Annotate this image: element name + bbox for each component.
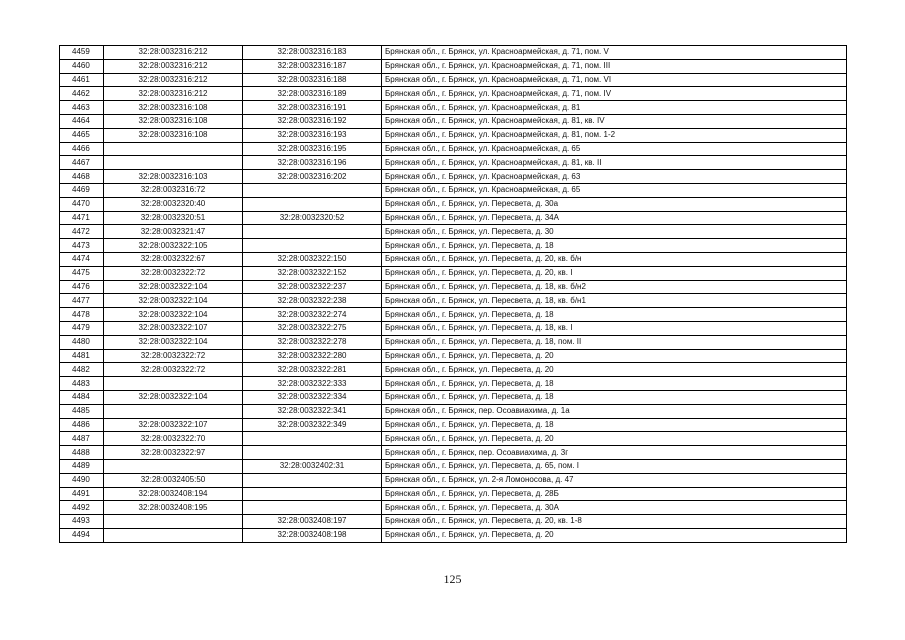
object-cadastral-number-cell: 32:28:0032322:349 [243, 418, 382, 432]
address-cell: Брянская обл., г. Брянск, ул. Пересвета, д. 18, кв. б/н2 [382, 280, 847, 294]
row-number-cell: 4490 [60, 473, 104, 487]
parcel-cadastral-number-cell: 32:28:0032322:104 [104, 280, 243, 294]
row-number-cell: 4460 [60, 59, 104, 73]
address-cell: Брянская обл., г. Брянск, ул. Пересвета, д. 18 [382, 239, 847, 253]
object-cadastral-number-cell: 32:28:0032316:188 [243, 73, 382, 87]
address-cell: Брянская обл., г. Брянск, ул. Красноармейская, д. 63 [382, 170, 847, 184]
parcel-cadastral-number-cell: 32:28:0032322:104 [104, 308, 243, 322]
parcel-cadastral-number-cell: 32:28:0032322:104 [104, 335, 243, 349]
table-row [60, 377, 847, 391]
object-cadastral-number-cell: 32:28:0032316:195 [243, 142, 382, 156]
address-cell: Брянская обл., г. Брянск, ул. Пересвета, д. 30 [382, 225, 847, 239]
parcel-cadastral-number-cell: 32:28:0032316:108 [104, 114, 243, 128]
row-number-cell: 4474 [60, 252, 104, 266]
object-cadastral-number-cell [243, 501, 382, 515]
row-number-cell: 4468 [60, 170, 104, 184]
row-number-cell: 4489 [60, 459, 104, 473]
object-cadastral-number-cell: 32:28:0032322:280 [243, 349, 382, 363]
table-row [60, 446, 847, 460]
table-row [60, 335, 847, 349]
object-cadastral-number-cell: 32:28:0032316:183 [243, 46, 382, 60]
object-cadastral-number-cell: 32:28:0032408:197 [243, 515, 382, 529]
row-number-cell: 4476 [60, 280, 104, 294]
table-row [60, 528, 847, 542]
table-row [60, 349, 847, 363]
parcel-cadastral-number-cell: 32:28:0032316:212 [104, 87, 243, 101]
parcel-cadastral-number-cell: 32:28:0032316:103 [104, 170, 243, 184]
object-cadastral-number-cell: 32:28:0032316:191 [243, 101, 382, 115]
table-row [60, 515, 847, 529]
object-cadastral-number-cell: 32:28:0032322:341 [243, 404, 382, 418]
table-row [60, 59, 847, 73]
object-cadastral-number-cell: 32:28:0032316:187 [243, 59, 382, 73]
row-number-cell: 4484 [60, 390, 104, 404]
address-cell: Брянская обл., г. Брянск, пер. Осоавиахима, д. 3г [382, 446, 847, 460]
parcel-cadastral-number-cell [104, 515, 243, 529]
object-cadastral-number-cell: 32:28:0032408:198 [243, 528, 382, 542]
object-cadastral-number-cell: 32:28:0032322:237 [243, 280, 382, 294]
row-number-cell: 4482 [60, 363, 104, 377]
address-cell: Брянская обл., г. Брянск, ул. Красноармейская, д. 81, кв. II [382, 156, 847, 170]
address-cell: Брянская обл., г. Брянск, ул. Пересвета, д. 18, кв. I [382, 321, 847, 335]
parcel-cadastral-number-cell: 32:28:0032322:70 [104, 432, 243, 446]
parcel-cadastral-number-cell: 32:28:0032322:72 [104, 266, 243, 280]
row-number-cell: 4466 [60, 142, 104, 156]
row-number-cell: 4472 [60, 225, 104, 239]
object-cadastral-number-cell: 32:28:0032322:274 [243, 308, 382, 322]
table-row [60, 404, 847, 418]
parcel-cadastral-number-cell: 32:28:0032322:105 [104, 239, 243, 253]
object-cadastral-number-cell: 32:28:0032316:196 [243, 156, 382, 170]
parcel-cadastral-number-cell: 32:28:0032316:108 [104, 101, 243, 115]
table-row [60, 183, 847, 197]
row-number-cell: 4485 [60, 404, 104, 418]
object-cadastral-number-cell: 32:28:0032322:334 [243, 390, 382, 404]
row-number-cell: 4480 [60, 335, 104, 349]
table-row [60, 308, 847, 322]
row-number-cell: 4461 [60, 73, 104, 87]
table-row [60, 390, 847, 404]
address-cell: Брянская обл., г. Брянск, ул. Пересвета, д. 20 [382, 528, 847, 542]
object-cadastral-number-cell: 32:28:0032402:31 [243, 459, 382, 473]
address-cell: Брянская обл., г. Брянск, ул. Красноармейская, д. 65 [382, 183, 847, 197]
row-number-cell: 4477 [60, 294, 104, 308]
table-row [60, 128, 847, 142]
address-cell: Брянская обл., г. Брянск, ул. Пересвета, д. 65, пом. I [382, 459, 847, 473]
object-cadastral-number-cell: 32:28:0032320:52 [243, 211, 382, 225]
object-cadastral-number-cell: 32:28:0032322:275 [243, 321, 382, 335]
row-number-cell: 4470 [60, 197, 104, 211]
address-cell: Брянская обл., г. Брянск, ул. 2-я Ломоносова, д. 47 [382, 473, 847, 487]
object-cadastral-number-cell: 32:28:0032322:238 [243, 294, 382, 308]
row-number-cell: 4463 [60, 101, 104, 115]
parcel-cadastral-number-cell: 32:28:0032316:212 [104, 59, 243, 73]
row-number-cell: 4462 [60, 87, 104, 101]
object-cadastral-number-cell [243, 446, 382, 460]
address-cell: Брянская обл., г. Брянск, ул. Красноармейская, д. 71, пом. VI [382, 73, 847, 87]
address-cell: Брянская обл., г. Брянск, ул. Пересвета, д. 20 [382, 432, 847, 446]
object-cadastral-number-cell [243, 487, 382, 501]
address-cell: Брянская обл., г. Брянск, ул. Пересвета, д. 20 [382, 363, 847, 377]
row-number-cell: 4471 [60, 211, 104, 225]
row-number-cell: 4478 [60, 308, 104, 322]
address-cell: Брянская обл., г. Брянск, ул. Пересвета, д. 18 [382, 308, 847, 322]
parcel-cadastral-number-cell: 32:28:0032321:47 [104, 225, 243, 239]
object-cadastral-number-cell: 32:28:0032322:281 [243, 363, 382, 377]
address-cell: Брянская обл., г. Брянск, ул. Красноармейская, д. 81 [382, 101, 847, 115]
parcel-cadastral-number-cell [104, 377, 243, 391]
row-number-cell: 4465 [60, 128, 104, 142]
parcel-cadastral-number-cell: 32:28:0032316:72 [104, 183, 243, 197]
parcel-cadastral-number-cell: 32:28:0032322:104 [104, 390, 243, 404]
row-number-cell: 4493 [60, 515, 104, 529]
table-row [60, 239, 847, 253]
parcel-cadastral-number-cell: 32:28:0032322:107 [104, 321, 243, 335]
table-row [60, 114, 847, 128]
parcel-cadastral-number-cell: 32:28:0032322:104 [104, 294, 243, 308]
object-cadastral-number-cell: 32:28:0032322:333 [243, 377, 382, 391]
object-cadastral-number-cell [243, 183, 382, 197]
address-cell: Брянская обл., г. Брянск, ул. Красноармейская, д. 81, кв. IV [382, 114, 847, 128]
object-cadastral-number-cell: 32:28:0032322:150 [243, 252, 382, 266]
object-cadastral-number-cell [243, 197, 382, 211]
address-cell: Брянская обл., г. Брянск, ул. Красноармейская, д. 65 [382, 142, 847, 156]
table-row [60, 156, 847, 170]
address-cell: Брянская обл., г. Брянск, пер. Осоавиахима, д. 1а [382, 404, 847, 418]
parcel-cadastral-number-cell: 32:28:0032316:212 [104, 46, 243, 60]
row-number-cell: 4494 [60, 528, 104, 542]
row-number-cell: 4469 [60, 183, 104, 197]
parcel-cadastral-number-cell [104, 528, 243, 542]
address-cell: Брянская обл., г. Брянск, ул. Красноармейская, д. 81, пом. 1-2 [382, 128, 847, 142]
table-row [60, 432, 847, 446]
parcel-cadastral-number-cell: 32:28:0032320:40 [104, 197, 243, 211]
table-row [60, 501, 847, 515]
address-cell: Брянская обл., г. Брянск, ул. Пересвета, д. 20, кв. 1-8 [382, 515, 847, 529]
row-number-cell: 4483 [60, 377, 104, 391]
table-row [60, 418, 847, 432]
row-number-cell: 4467 [60, 156, 104, 170]
registry-table [59, 45, 847, 543]
table-row [60, 170, 847, 184]
row-number-cell: 4479 [60, 321, 104, 335]
table-row [60, 473, 847, 487]
address-cell: Брянская обл., г. Брянск, ул. Пересвета, д. 34А [382, 211, 847, 225]
table-row [60, 280, 847, 294]
address-cell: Брянская обл., г. Брянск, ул. Пересвета, д. 20, кв. б/н [382, 252, 847, 266]
row-number-cell: 4459 [60, 46, 104, 60]
address-cell: Брянская обл., г. Брянск, ул. Пересвета, д. 18, кв. б/н1 [382, 294, 847, 308]
parcel-cadastral-number-cell: 32:28:0032316:108 [104, 128, 243, 142]
parcel-cadastral-number-cell: 32:28:0032322:97 [104, 446, 243, 460]
address-cell: Брянская обл., г. Брянск, ул. Пересвета, д. 18, пом. II [382, 335, 847, 349]
object-cadastral-number-cell [243, 473, 382, 487]
parcel-cadastral-number-cell: 32:28:0032322:72 [104, 349, 243, 363]
parcel-cadastral-number-cell [104, 142, 243, 156]
row-number-cell: 4473 [60, 239, 104, 253]
row-number-cell: 4488 [60, 446, 104, 460]
address-cell: Брянская обл., г. Брянск, ул. Пересвета, д. 28Б [382, 487, 847, 501]
parcel-cadastral-number-cell: 32:28:0032316:212 [104, 73, 243, 87]
registry-table-body [60, 46, 847, 543]
row-number-cell: 4492 [60, 501, 104, 515]
row-number-cell: 4481 [60, 349, 104, 363]
address-cell: Брянская обл., г. Брянск, ул. Пересвета, д. 18 [382, 418, 847, 432]
table-row [60, 73, 847, 87]
object-cadastral-number-cell: 32:28:0032322:152 [243, 266, 382, 280]
parcel-cadastral-number-cell [104, 156, 243, 170]
table-row [60, 487, 847, 501]
table-row [60, 225, 847, 239]
table-row [60, 363, 847, 377]
table-row [60, 266, 847, 280]
table-row [60, 87, 847, 101]
parcel-cadastral-number-cell [104, 404, 243, 418]
table-row [60, 142, 847, 156]
parcel-cadastral-number-cell: 32:28:0032405:50 [104, 473, 243, 487]
object-cadastral-number-cell: 32:28:0032316:193 [243, 128, 382, 142]
table-row [60, 101, 847, 115]
parcel-cadastral-number-cell: 32:28:0032322:72 [104, 363, 243, 377]
parcel-cadastral-number-cell [104, 459, 243, 473]
object-cadastral-number-cell: 32:28:0032316:192 [243, 114, 382, 128]
parcel-cadastral-number-cell: 32:28:0032320:51 [104, 211, 243, 225]
parcel-cadastral-number-cell: 32:28:0032322:67 [104, 252, 243, 266]
table-row [60, 459, 847, 473]
page-number: 125 [443, 572, 462, 586]
table-row [60, 252, 847, 266]
table-row [60, 197, 847, 211]
address-cell: Брянская обл., г. Брянск, ул. Красноармейская, д. 71, пом. III [382, 59, 847, 73]
address-cell: Брянская обл., г. Брянск, ул. Красноармейская, д. 71, пом. IV [382, 87, 847, 101]
address-cell: Брянская обл., г. Брянск, ул. Пересвета, д. 20, кв. I [382, 266, 847, 280]
row-number-cell: 4475 [60, 266, 104, 280]
table-row [60, 211, 847, 225]
object-cadastral-number-cell [243, 239, 382, 253]
row-number-cell: 4491 [60, 487, 104, 501]
object-cadastral-number-cell: 32:28:0032316:202 [243, 170, 382, 184]
table-row [60, 294, 847, 308]
object-cadastral-number-cell [243, 225, 382, 239]
row-number-cell: 4487 [60, 432, 104, 446]
address-cell: Брянская обл., г. Брянск, ул. Пересвета, д. 18 [382, 390, 847, 404]
parcel-cadastral-number-cell: 32:28:0032408:195 [104, 501, 243, 515]
object-cadastral-number-cell: 32:28:0032322:278 [243, 335, 382, 349]
object-cadastral-number-cell [243, 432, 382, 446]
address-cell: Брянская обл., г. Брянск, ул. Пересвета, д. 30а [382, 197, 847, 211]
address-cell: Брянская обл., г. Брянск, ул. Пересвета, д. 20 [382, 349, 847, 363]
address-cell: Брянская обл., г. Брянск, ул. Пересвета, д. 30А [382, 501, 847, 515]
address-cell: Брянская обл., г. Брянск, ул. Пересвета, д. 18 [382, 377, 847, 391]
address-cell: Брянская обл., г. Брянск, ул. Красноармейская, д. 71, пом. V [382, 46, 847, 60]
table-row [60, 321, 847, 335]
parcel-cadastral-number-cell: 32:28:0032322:107 [104, 418, 243, 432]
row-number-cell: 4464 [60, 114, 104, 128]
object-cadastral-number-cell: 32:28:0032316:189 [243, 87, 382, 101]
parcel-cadastral-number-cell: 32:28:0032408:194 [104, 487, 243, 501]
row-number-cell: 4486 [60, 418, 104, 432]
table-row [60, 46, 847, 60]
